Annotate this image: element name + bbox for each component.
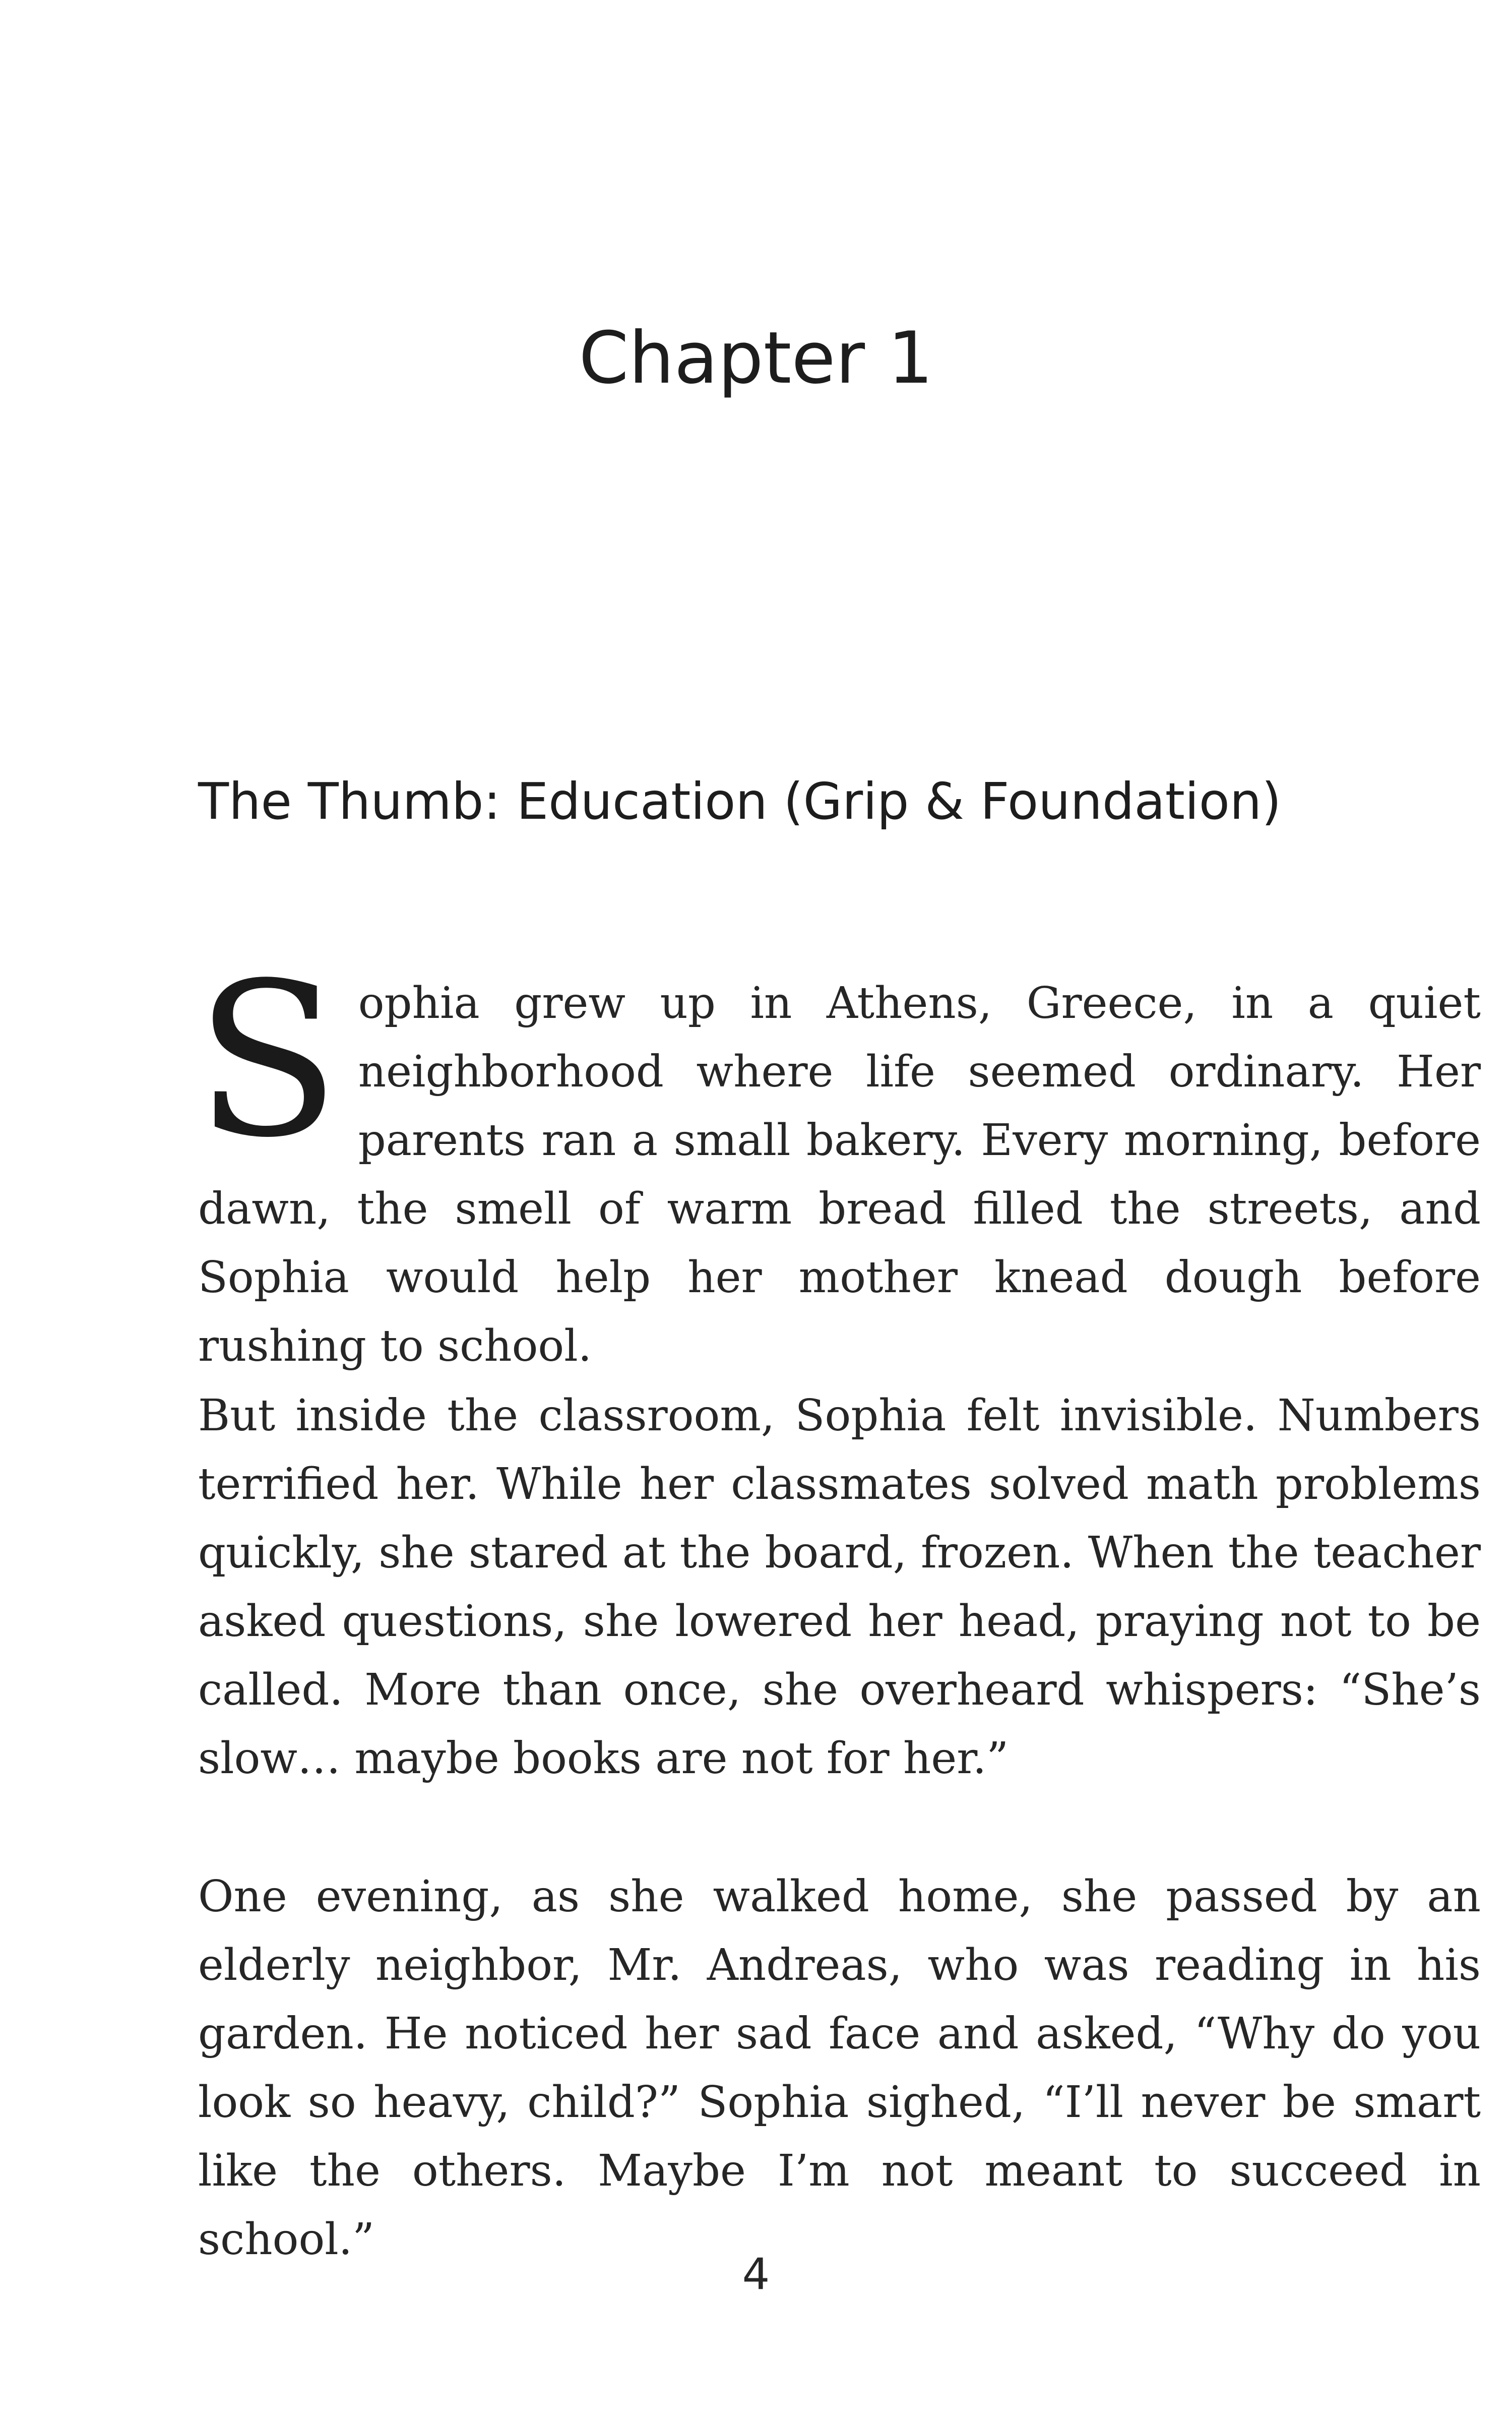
paragraph-2-text: But inside the classroom, Sophia felt invisible. Numbers terrified her. While her classmates solved math problems quickly, she stared at the board, frozen. When the teacher asked questions, she lowered her head, praying not to be called. More than once, she overheard whispers: “She’s slow… maybe books are not for her.” bbox=[198, 1390, 1481, 1784]
paragraph-1 bbox=[195, 938, 1481, 1380]
chapter-title: Chapter 1 bbox=[579, 317, 933, 400]
paragraph-1-text: ophia grew up in Athens, Greece, in a quiet neighborhood where life seemed ordinary. Her parents ran a small bakery. Every morning, before dawn, the smell of warm bread filled the streets, and Sophia would help her mother knead dough before rushing to school. bbox=[198, 978, 1481, 1371]
paragraph-3-text: One evening, as she walked home, she passed by an elderly neighbor, Mr. Andreas, who was reading in his garden. He noticed her sad face and asked, “Why do you look so heavy, child?” Sophia sighed, “I’ll never be smart like the others. Maybe I’m not meant to succeed in school.” bbox=[198, 1871, 1481, 2265]
drop-cap: S bbox=[195, 938, 340, 1184]
page-number: 4 bbox=[742, 2249, 770, 2300]
paragraph-3 bbox=[198, 1862, 1481, 2274]
paragraph-2 bbox=[198, 1381, 1481, 1793]
section-title: The Thumb: Education (Grip & Foundation) bbox=[198, 772, 1282, 831]
